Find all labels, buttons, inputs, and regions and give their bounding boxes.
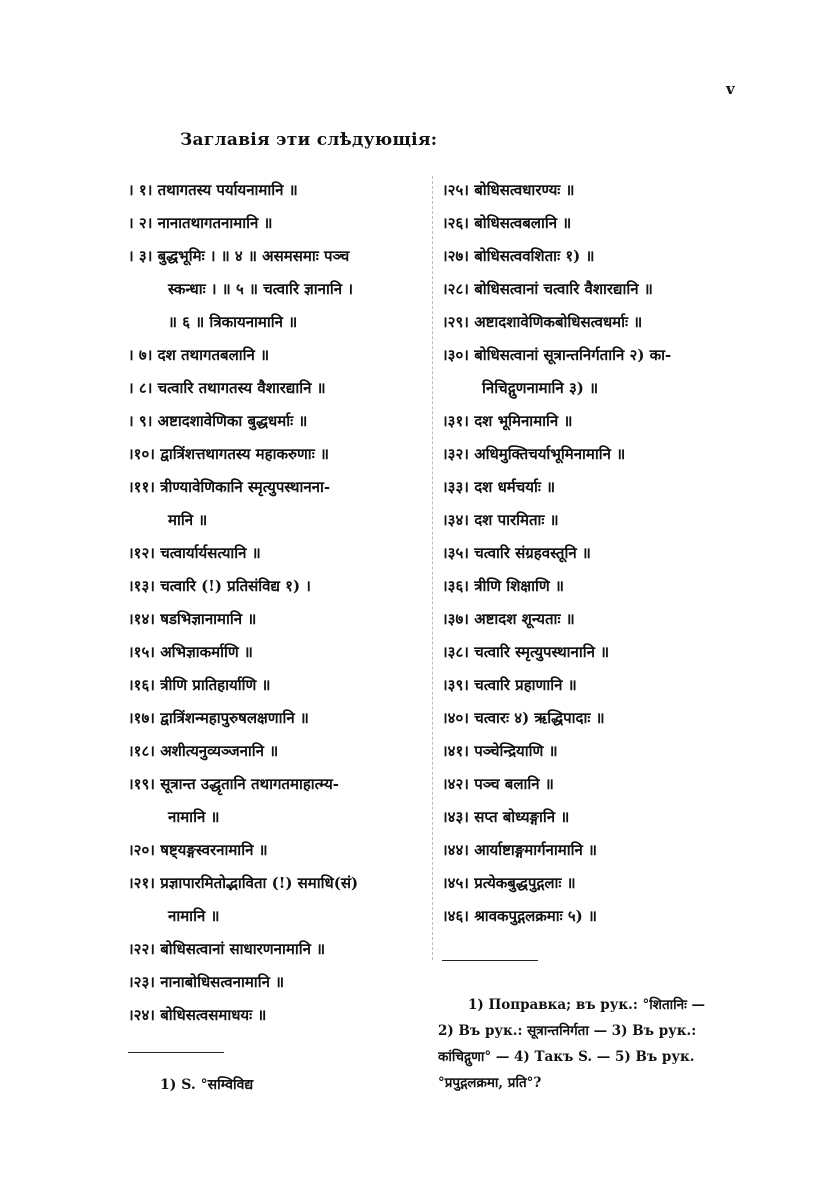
toc-entry: ।२४। बोधिसत्वसमाधयः ॥: [128, 1006, 267, 1024]
page-number: v: [726, 80, 735, 98]
toc-entry: नामानि ॥: [168, 808, 220, 826]
right-column: [442, 174, 742, 933]
toc-entry: ।१२। चत्वार्यार्यसत्यानि ॥: [128, 544, 261, 562]
toc-entry: ।३३। दश धर्मचर्याः ॥: [442, 478, 556, 496]
toc-entry: ।३१। दश भूमिनामानि ॥: [442, 412, 573, 430]
column-divider: [432, 176, 433, 960]
toc-entry: ।११। त्रीण्यावेणिकानि स्मृत्युपस्थानना-: [128, 478, 331, 496]
toc-entry: ।१५। अभिज्ञाकर्माणि ॥: [128, 643, 253, 661]
toc-entry: ।४०। चत्वारः ४) ऋद्धिपादाः ॥: [442, 709, 605, 727]
toc-entry: । ८। चत्वारि तथागतस्य वैशारद्यानि ॥: [128, 379, 326, 397]
toc-entry: ।२८। बोधिसत्वानां चत्वारि वैशारद्यानि ॥: [442, 280, 653, 298]
footnote-line: 1) Поправка; въ рук.: °शितानिः —: [468, 997, 706, 1013]
toc-entry: । ३। बुद्धभूमिः । ॥ ४ ॥ असमसमाः पञ्च: [128, 247, 350, 265]
footnotes-left: [160, 1074, 420, 1096]
toc-entry: ।३६। त्रीणि शिक्षाणि ॥: [442, 577, 564, 595]
toc-entry: । २। नानातथागतनामानि ॥: [128, 214, 273, 232]
toc-entry: ।४५। प्रत्येकबुद्धपुद्गलाः ॥: [442, 874, 576, 892]
toc-entry: ।३५। चत्वारि संग्रहवस्तूनि ॥: [442, 544, 591, 562]
toc-entry: ।१०। द्वात्रिंशत्तथागतस्य महाकरुणाः ॥: [128, 445, 329, 463]
toc-entry: ।४१। पञ्चेन्द्रियाणि ॥: [442, 742, 558, 760]
page-heading: Заглавія эти слѣдующія:: [180, 130, 438, 150]
toc-entry: ।३४। दश पारमिताः ॥: [442, 511, 559, 529]
toc-entry: ।२९। अष्टादशावेणिकबोधिसत्वधर्माः ॥: [442, 313, 643, 331]
footnote-line: °प्रपुद्गलक्रमा, प्रति°?: [438, 1075, 542, 1091]
toc-entry: ।२२। बोधिसत्वानां साधारणनामानि ॥: [128, 940, 326, 958]
toc-entry: ।२५। बोधिसत्वधारण्यः ॥: [442, 181, 575, 199]
toc-entry: ।३०। बोधिसत्वानां सूत्रान्तनिर्गतानि २) का-: [442, 346, 672, 364]
toc-entry: । ९। अष्टादशावेणिका बुद्धधर्माः ॥: [128, 412, 308, 430]
toc-entry: ।१६। त्रीणि प्रातिहार्याणि ॥: [128, 676, 271, 694]
toc-entry: ।३७। अष्टादश शून्यताः ॥: [442, 610, 575, 628]
toc-entry: ।२६। बोधिसत्वबलानि ॥: [442, 214, 572, 232]
toc-entry: ।२०। षष्ट्यङ्गस्वरनामानि ॥: [128, 841, 268, 859]
toc-entry: ।३२। अधिमुक्तिचर्याभूमिनामानि ॥: [442, 445, 626, 463]
left-column: [128, 174, 430, 1032]
toc-entry: स्कन्धाः । ॥ ५ ॥ चत्वारि ज्ञानानि ।: [168, 280, 354, 298]
toc-entry: ।२१। प्रज्ञापारमितोद्भाविता (!) समाधि(सं): [128, 874, 359, 892]
toc-entry: निचिद्गुणनामानि ३) ॥: [482, 379, 599, 397]
toc-entry: । ७। दश तथागतबलानि ॥: [128, 346, 270, 364]
toc-entry: मानि ॥: [168, 511, 208, 529]
toc-entry: नामानि ॥: [168, 907, 220, 925]
footnote-rule-right: [442, 960, 538, 961]
toc-entry: ।४६। श्रावकपुद्गलक्रमाः ५) ॥: [442, 907, 597, 925]
toc-entry: ।४४। आर्याष्टाङ्गमार्गनामानि ॥: [442, 841, 598, 859]
toc-entry: ॥ ६ ॥ त्रिकायनामानि ॥: [168, 313, 298, 331]
footnote-line: कांचिद्गुणा° — 4) Такъ S. — 5) Въ рук.: [438, 1049, 695, 1065]
toc-entry: ।३८। चत्वारि स्मृत्युपस्थानानि ॥: [442, 643, 610, 661]
toc-entry: ।३९। चत्वारि प्रहाणानि ॥: [442, 676, 577, 694]
footnote-line: 1) S. °सम्विविद्य: [160, 1077, 254, 1093]
footnote-line: 2) Въ рук.: सूत्रान्तनिर्गता — 3) Въ рук.:: [438, 1023, 697, 1039]
toc-entry: ।४२। पञ्च बलानि ॥: [442, 775, 554, 793]
toc-entry: ।२७। बोधिसत्ववशिताः १) ॥: [442, 247, 595, 265]
toc-entry: । १। तथागतस्य पर्यायनामानि ॥: [128, 181, 298, 199]
footnotes-right: [438, 992, 742, 1096]
toc-entry: ।४३। सप्त बोध्यङ्गानि ॥: [442, 808, 570, 826]
toc-entry: ।१८। अशीत्यनुव्यञ्जनानि ॥: [128, 742, 279, 760]
toc-entry: ।१९। सूत्रान्त उद्धृतानि तथागतमाहात्म्य-: [128, 775, 339, 793]
footnote-rule-left: [128, 1052, 224, 1053]
toc-entry: ।१७। द्वात्रिंशन्महापुरुषलक्षणानि ॥: [128, 709, 309, 727]
toc-entry: ।१४। षडभिज्ञानामानि ॥: [128, 610, 257, 628]
toc-entry: ।२३। नानाबोधिसत्वनामानि ॥: [128, 973, 285, 991]
toc-entry: ।१३। चत्वारि (!) प्रतिसंविद्य १) ।: [128, 577, 311, 595]
